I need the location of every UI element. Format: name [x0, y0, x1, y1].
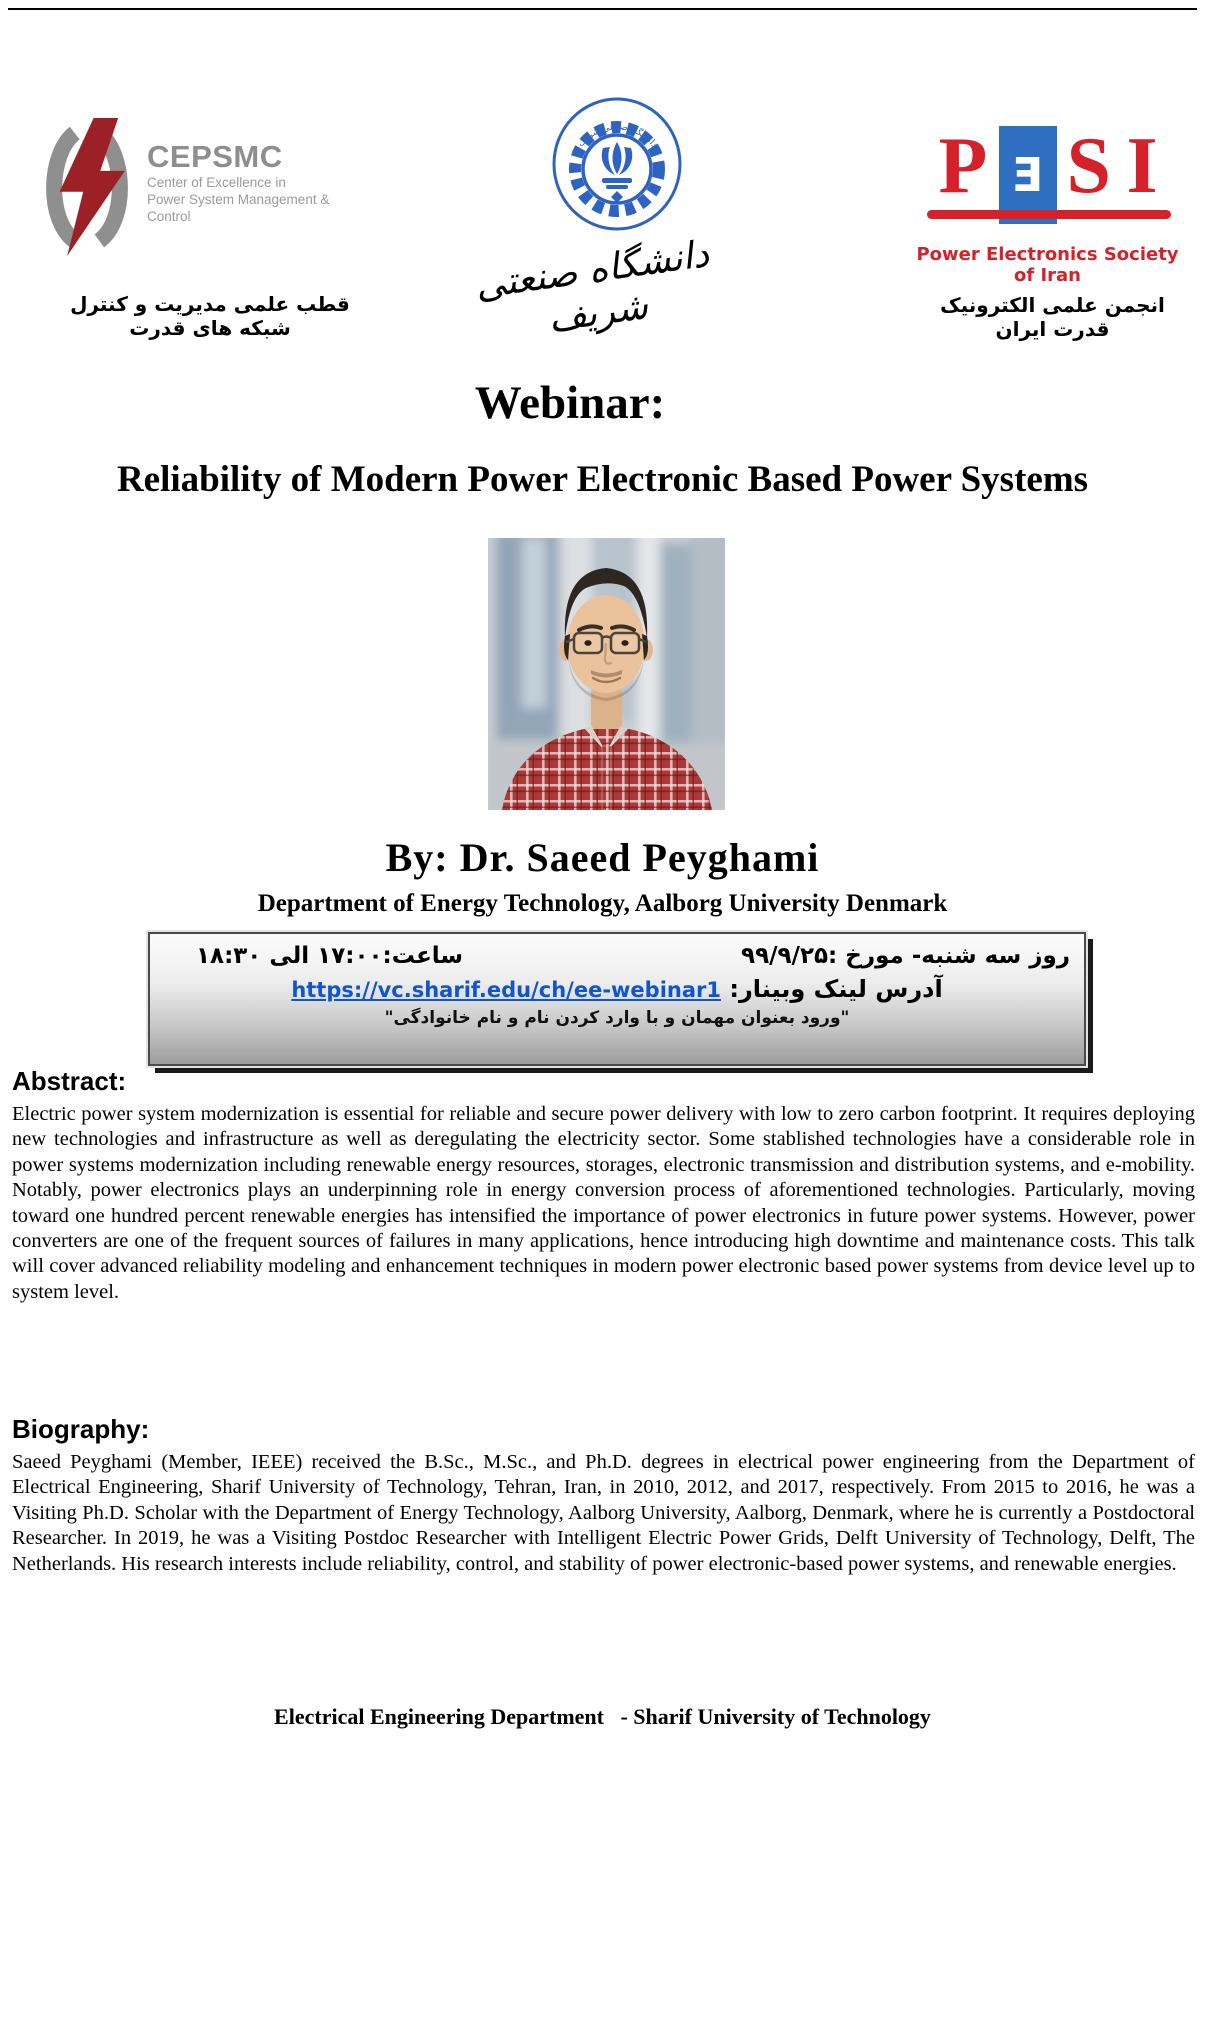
pesi-letter-p: P: [938, 122, 988, 210]
guest-entry-note: "ورود بعنوان مهمان و با وارد کردن نام و نام خانوادگی": [384, 1008, 850, 1028]
cepsmc-acronym: CEPSMC: [147, 139, 283, 174]
pesi-letter-i: I: [1126, 122, 1158, 210]
cepsmc-tagline-1: Center of Excellence in: [147, 175, 286, 190]
date-time-row: [150, 934, 1084, 969]
pesi-letter-e: E: [1011, 148, 1044, 202]
pesi-underline-bar: [927, 210, 1171, 219]
webinar-title: Reliability of Modern Power Electronic Based Power Systems: [116, 459, 1089, 500]
pesi-logo: [915, 122, 1180, 286]
biography-body: Saeed Peyghami (Member, IEEE) received the B.Sc., M.Sc., and Ph.D. degrees in electrical power engineering from the Department of Electrical Engineering, Sharif University of Technology, Tehran, Iran, in 2010, 2012, and 2017, respectively. From 2015 to 2016, he was a Visiting Ph.D. Scholar with the Department of Energy Technology, Aalborg University, Aalborg, Denmark, where he is currently a Postdoctoral Researcher. In 2019, he was a Visiting Postdoc Researcher with Intelligent Electric Power Grids, Delft University of Technology, Delft, The Netherlands. His research interests include reliability, control, and stability of power electronic-based power systems, and renewable energies.: [12, 1451, 1195, 1575]
webinar-label: Webinar:: [474, 377, 666, 429]
session-date: روز سه شنبه- مورخ :۹۹/۹/۲۵: [741, 943, 1070, 969]
page-top-border: [8, 8, 1197, 10]
webinar-link-label: آدرس لینک وبینار:: [721, 975, 943, 1003]
biography-heading: Biography:: [12, 1414, 150, 1444]
sharif-calligraphy: دانشگاه صنعتی شریف: [472, 232, 712, 341]
pesi-letter-s: S: [1066, 122, 1111, 210]
sharif-university-seal: [550, 96, 684, 232]
footer-text: Electrical Engineering Department - Sharif University of Technology: [274, 1704, 931, 1729]
webinar-link[interactable]: https://vc.sharif.edu/ch/ee-webinar1: [291, 978, 721, 1002]
pesi-caption-farsi: انجمن علمی الکترونیک قدرت ایران: [940, 293, 1165, 341]
sharif-seal-icon: [550, 96, 684, 232]
cepsmc-tagline-2: Power System Management & Control: [147, 192, 330, 224]
speaker-photo-image: [488, 538, 725, 810]
cepsmc-caption-farsi: قطب علمی مدیریت و کنترل شبکه های قدرت: [70, 292, 350, 340]
pesi-subtitle: Power Electronics Society of Iran: [916, 244, 1179, 286]
abstract-body: Electric power system modernization is essential for reliable and secure power delivery with low to zero carbon footprint. It requires deploying new technologies and infrastructure as well as deregulating the electricity sector. Some stablished technologies have a considerable role in power systems modernization including renewable energy resources, storages, electronic transmission and distribution systems, and e-mobility. Notably, power electronics plays an underpinning role in energy conversion process of aforementioned technologies. Particularly, moving toward one hundred percent renewable energies has intensified the importance of power electronics in future power systems. However, power converters are one of the frequent sources of failures in many applications, hence introducing high downtime and maintenance costs. This talk will cover advanced reliability modeling and enhancement techniques in modern power electronic based power systems from device level up to system level.: [12, 1103, 1195, 1303]
speaker-photo: [488, 538, 725, 810]
pesi-wordmark: [937, 122, 1159, 232]
cepsmc-logo: [35, 112, 375, 262]
speaker-name: By: Dr. Saeed Peyghami: [385, 835, 820, 880]
cepsmc-lightning-icon: [35, 112, 139, 262]
session-time: ساعت:۱۷:۰۰ الی ۱۸:۳۰: [196, 943, 464, 969]
speaker-affiliation: Department of Energy Technology, Aalborg University Denmark: [257, 890, 948, 917]
cepsmc-text-block: [147, 140, 375, 225]
webinar-link-row: [150, 975, 1084, 1003]
session-info-box: [148, 932, 1086, 1066]
seal-arc-text: دانشگاه صنعتی شریف: [575, 121, 660, 150]
abstract-heading: Abstract:: [12, 1066, 127, 1096]
